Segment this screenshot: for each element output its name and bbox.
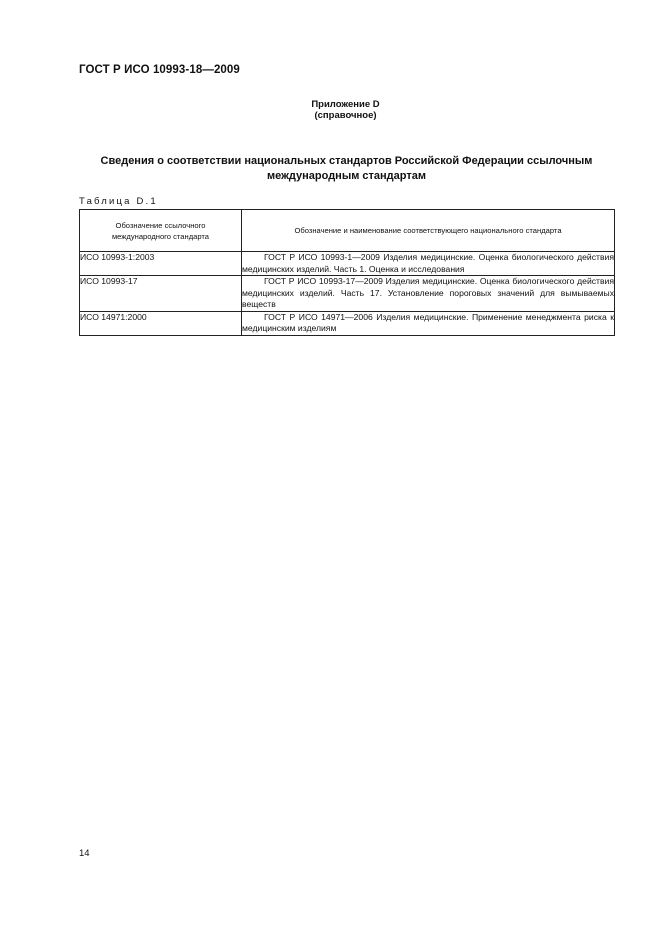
section-title bbox=[79, 154, 614, 184]
international-standard-ref: ИСО 14971:2000 bbox=[80, 311, 242, 335]
correspondence-table bbox=[79, 209, 615, 336]
section-title-line-1: Сведения о соответствии национальных стандартов Российской Федерации ссылочным bbox=[100, 155, 593, 167]
international-standard-ref: ИСО 10993-1:2003 bbox=[80, 252, 242, 276]
document-code: ГОСТ Р ИСО 10993-18—2009 bbox=[79, 64, 240, 76]
header-international-standard: Обозначение ссылочного международного стандарта bbox=[80, 210, 242, 252]
appendix-title: Приложение D bbox=[311, 99, 380, 110]
appendix-note: (справочное) bbox=[314, 110, 377, 121]
national-standard-desc: ГОСТ Р ИСО 10993-1—2009 Изделия медицинские. Оценка биологического действия медицинских изделий. Часть 1. Оценка и исследования bbox=[242, 252, 614, 274]
table-row bbox=[80, 311, 615, 335]
international-standard-ref: ИСО 10993-17 bbox=[80, 276, 242, 312]
header-national-standard: Обозначение и наименование соответствующего национального стандарта bbox=[242, 210, 615, 252]
table-header-row bbox=[80, 210, 615, 252]
table-row bbox=[80, 252, 615, 276]
national-standard-desc: ГОСТ Р ИСО 10993-17—2009 Изделия медицинские. Оценка биологического действия медицинских изделий. Часть 17. Установление пороговых значений для вымываемых веществ bbox=[242, 276, 614, 309]
section-title-line-2: международным стандартам bbox=[267, 170, 426, 182]
page-number: 14 bbox=[79, 848, 90, 859]
national-standard-desc: ГОСТ Р ИСО 14971—2006 Изделия медицинские. Применение менеджмента риска к медицинским изделиям bbox=[242, 311, 614, 333]
table-caption: Таблица D.1 bbox=[79, 196, 158, 207]
table-row bbox=[80, 276, 615, 312]
